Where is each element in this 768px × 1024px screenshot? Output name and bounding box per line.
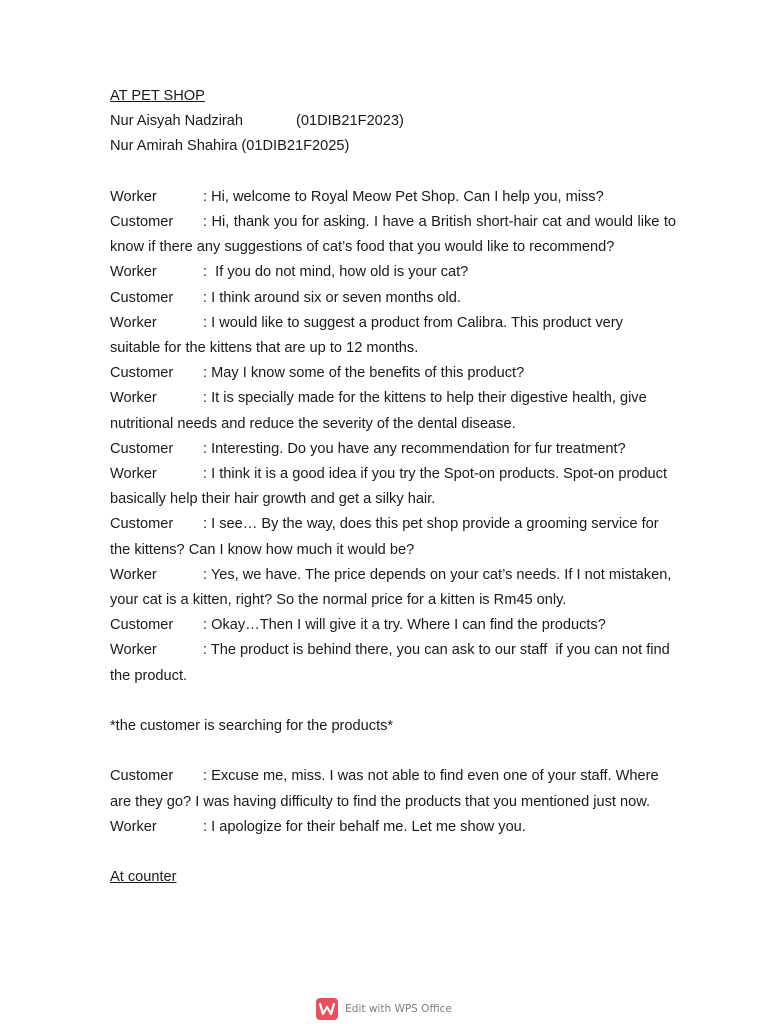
dialogue-line (110, 613, 676, 638)
speaker-label: Customer (110, 768, 174, 785)
dialogue-text: : Hi, thank you for asking. I have a British short-hair cat and would like to know if there any suggestions of cat’s food that you would like to recommend? (110, 214, 676, 256)
stage-direction: *the customer is searching for the products* (110, 718, 394, 735)
dialogue-line (110, 311, 676, 361)
wps-edit-label: Edit with WPS Office (345, 1003, 452, 1015)
author-id: (01DIB21F2023) (296, 113, 404, 130)
dialogue-text: : It is specially made for the kittens to help their digestive health, give nutritional needs and reduce the severity of the dental disease. (110, 390, 647, 432)
dialogue-line (110, 260, 676, 285)
dialogue-line (110, 512, 676, 562)
dialogue-text: : Okay…Then I will give it a try. Where I can find the products? (203, 617, 606, 634)
author-name: Nur Aisyah Nadzirah (110, 113, 244, 130)
dialogue-text: : Yes, we have. The price depends on your cat’s needs. If I not mistaken, your cat is a kitten, right? So the normal price for a kitten is Rm45 only. (110, 566, 672, 609)
speaker-label: Customer (110, 617, 174, 634)
document-page (110, 84, 676, 890)
dialogue-line (110, 185, 676, 210)
speaker-label: Worker (110, 188, 157, 205)
dialogue-line (110, 386, 676, 436)
dialogue-text: : Interesting. Do you have any recommendation for fur treatment? (203, 440, 626, 457)
speaker-label: Worker (110, 642, 157, 659)
dialogue-text: : May I know some of the benefits of this product? (203, 365, 525, 382)
wps-edit-banner[interactable] (0, 996, 768, 1022)
spacer (110, 160, 676, 185)
speaker-label: Worker (110, 264, 157, 281)
author-id: (01DIB21F2025) (241, 138, 350, 155)
speaker-label: Customer (110, 214, 174, 230)
author-line-2 (110, 134, 676, 159)
dialogue-line (110, 563, 676, 613)
spacer (110, 739, 676, 764)
spacer (110, 840, 676, 865)
dialogue-text: : Excuse me, miss. I was not able to find even one of your staff. Where are they go? I was having difficulty to find the products that you mentioned just now. (110, 768, 659, 810)
author-line-1 (110, 109, 676, 134)
dialogue-text: : I see… By the way, does this pet shop provide a grooming service for the kittens? Can I know how much it would be? (110, 516, 659, 558)
speaker-label: Customer (110, 440, 174, 457)
dialogue-line (110, 361, 676, 386)
speaker-label: Worker (110, 818, 157, 835)
speaker-label: Worker (110, 390, 157, 407)
dialogue-text: : I would like to suggest a product from Calibra. This product very suitable for the kittens that are up to 12 months. (110, 314, 623, 357)
speaker-label: Customer (110, 365, 174, 382)
dialogue-line (110, 437, 676, 462)
document-title: AT PET SHOP (110, 88, 205, 104)
dialogue-line (110, 638, 676, 688)
dialogue-block-1 (110, 185, 676, 689)
dialogue-line (110, 815, 676, 840)
dialogue-line (110, 210, 676, 260)
dialogue-text: : The product is behind there, you can ask to our staff if you can not find the product. (110, 642, 674, 684)
dialogue-text: : Hi, welcome to Royal Meow Pet Shop. Can I help you, miss? (203, 188, 604, 205)
spacer (110, 689, 676, 714)
dialogue-text: : I think it is a good idea if you try the Spot-on products. Spot-on product basically help their hair growth and get a silky hair. (110, 466, 668, 508)
speaker-label: Worker (110, 566, 157, 583)
wps-logo-icon (316, 998, 338, 1020)
dialogue-text: : I apologize for their behalf me. Let me show you. (203, 818, 526, 835)
section-heading: At counter (110, 869, 177, 886)
speaker-label: Worker (110, 466, 157, 483)
speaker-label: Customer (110, 289, 174, 306)
speaker-label: Worker (110, 314, 157, 331)
dialogue-line (110, 764, 676, 814)
dialogue-text: : I think around six or seven months old. (203, 289, 461, 306)
dialogue-text: : If you do not mind, how old is your cat? (203, 264, 469, 281)
dialogue-line (110, 462, 676, 512)
author-name: Nur Amirah Shahira (110, 138, 238, 155)
speaker-label: Customer (110, 516, 174, 533)
dialogue-line (110, 286, 676, 311)
dialogue-block-2 (110, 764, 676, 840)
